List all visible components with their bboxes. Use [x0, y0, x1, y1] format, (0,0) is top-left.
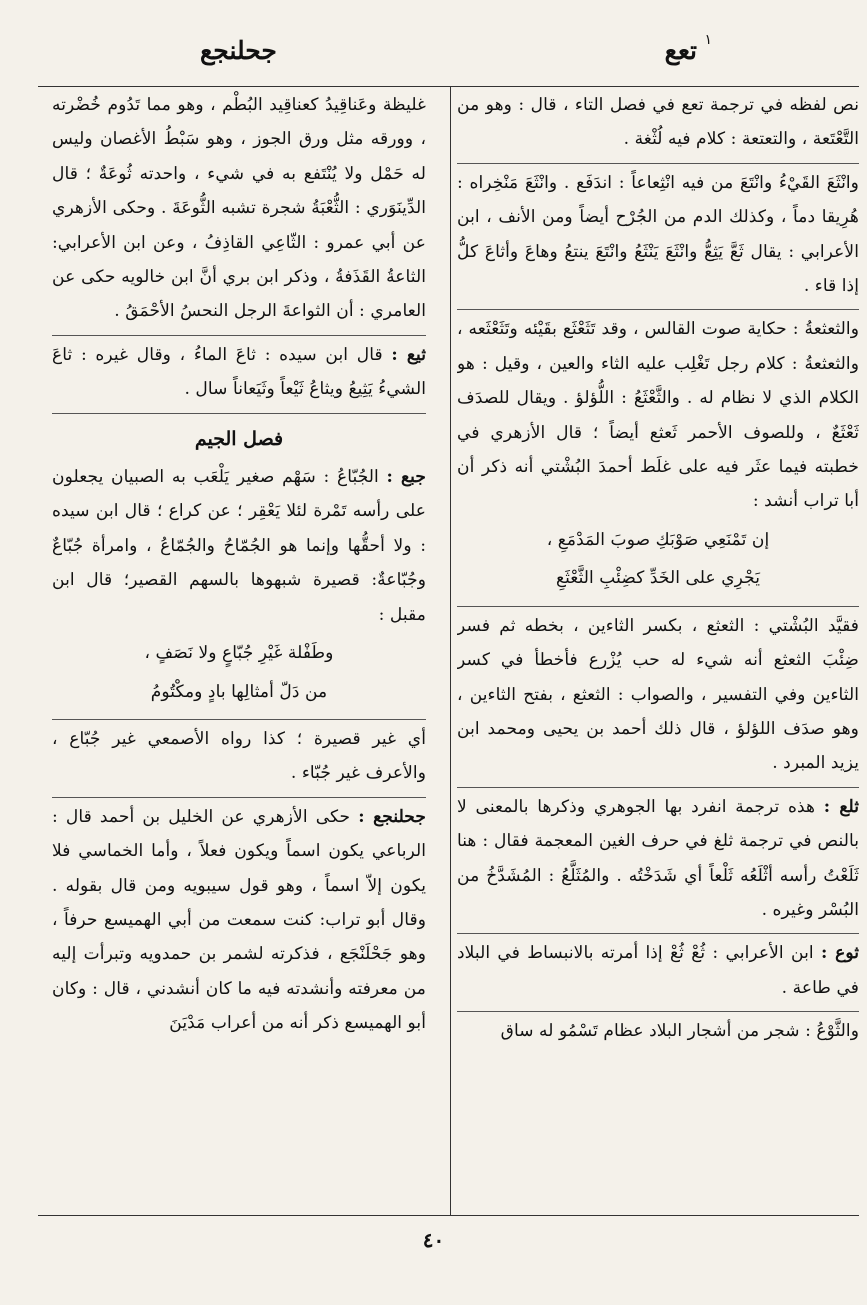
dictionary-entry	[457, 936, 859, 1012]
section-title: فصل الجيم	[194, 427, 284, 450]
dictionary-entry	[457, 312, 859, 606]
entry-text: وانْثَعَ القَيْءُ وانْتَعَ من فيه انْثِعاعاً : اندَفَع . وانْثَعَ مَنْخِراه : هُرِيقا دماً ، وكذلك الدم من الجُرْح أيضاً ومن الأنف ، ابن الأعرابي : يقال ثَعَّ يَثِعُّ وانْثَعَ يَنْثَعُ وانْتَعَ ينتعُ وهاعَ وأثاعَ كلُّ إذا قاء .	[457, 172, 859, 297]
entry-text: والثَّوْعُ : شجر من أشجار البلاد عظام تَسْمُو له ساق	[500, 1021, 859, 1042]
entry-paragraph	[52, 460, 426, 632]
header-mark: ١	[704, 32, 712, 48]
dictionary-entry	[457, 790, 859, 935]
header-right-word: تعع	[664, 36, 697, 65]
verse-line: إن تَمْنَعِي صَوْبَكِ صوبَ المَدْمَعِ ،	[546, 529, 770, 550]
entry-paragraph	[52, 800, 426, 1041]
dictionary-entry	[457, 166, 859, 311]
dictionary-entry	[52, 722, 426, 798]
entry-text: فقيَّد البُشْتي : الثعثع ، بكسر الثاءين ، بخطه ثم فسر ضِئْبَ الثعثع أنه شيء له حب يُزْرع فأخطأ في كسر الثاءين وفي التفسير ، والصواب : الثعثع ، بفتح الثاءين ، وهو صدَف اللؤلؤ ، قال ذلك أحمد بن يحيى ومحمد ابن يزيد المبرد .	[457, 615, 859, 774]
entry-paragraph	[457, 312, 859, 518]
verse-line: من دَلّ أمثالِها بادٍ ومكْتُومُ	[150, 681, 328, 702]
entry-text: نص لفظه في ترجمة تعع في فصل التاء ، قال : وهو من التَّعْتَعة ، والتعتعة : كلام فيه لُثْغة .	[457, 95, 859, 150]
dictionary-entry	[52, 460, 426, 720]
entry-paragraph	[457, 1014, 859, 1048]
entry-text: قال ابن سيده : ثاعَ الماءُ ، وقال غيره : ثاعَ الشيءُ يَثِيعُ ويثاعُ ثَيْعاً وثَيَعاناً سال .	[52, 344, 426, 400]
left-column	[52, 86, 426, 1211]
dictionary-entry	[457, 609, 859, 788]
footer-rule	[38, 1215, 859, 1216]
dictionary-entry	[52, 88, 426, 336]
entry-text: الجُبّاعُ : سَهْم صغير يَلْعَب به الصبيان يجعلون على رأسه تَمْرة لئلا يَعْقِر ؛ عن كراع ؛ قال ابن سيده : ولا أحقُّها وإنما هو الجُمّاحُ والجُمّاعُ ، وامرأة جُبّاعٌ وجُبّاعةٌ: قصيرة شبهوها بالسهم القصير؛ قال ابن مقبل :	[52, 467, 426, 625]
entry-headword: جحلنجع :	[358, 806, 426, 827]
entry-paragraph	[52, 338, 426, 407]
entry-headword: ثيع :	[391, 344, 426, 365]
entry-text: أي غير قصيرة ؛ كذا رواه الأصمعي غير جُبّاع ، والأعرف غير جُبّاء .	[52, 728, 426, 784]
entry-paragraph	[52, 722, 426, 791]
column-divider	[450, 86, 451, 1215]
entry-text: حكى الأزهري عن الخليل بن أحمد قال : الرباعي يكون اسماً ويكون فعلاً ، وأما الخماسي فلا يكون إلاّ اسماً ، وهو قول سيبويه ومن قال بقوله . وقال أبو تراب: كنت سمعت من أبي الهميسع حرفاً ، وهو جَحْلَنْجَع ، فذكرته لشمر بن حمدويه وتبرأت إليه من معرفته وأنشدته فيه ما كان أنشدني ، قال : وكان أبو الهميسع ذكر أنه من أعراب مَدْيَنَ	[52, 806, 426, 1034]
entry-paragraph	[457, 88, 859, 157]
entry-paragraph	[457, 166, 859, 304]
entry-paragraph	[52, 88, 426, 329]
entry-text: ابن الأعرابي : ثُعْ ثُعْ إذا أمرته بالانبساط في البلاد في طاعة .	[457, 943, 859, 998]
dictionary-entry	[52, 800, 426, 1047]
dictionary-entry	[457, 88, 859, 164]
verse-line: وطَفْلة غَيْرِ جُبّاعٍ ولا نَصَفٍ ،	[144, 643, 334, 664]
page-number: ٤٠	[422, 1228, 445, 1252]
entry-paragraph	[457, 609, 859, 781]
verse-line: يَجْرِي على الخَدِّ كضِئْبِ الثَّعْثَعِ	[555, 568, 761, 589]
entry-headword: جبع :	[386, 467, 426, 488]
entry-paragraph	[457, 936, 859, 1005]
dictionary-entry	[52, 338, 426, 414]
page-header	[0, 32, 867, 86]
header-left-word: جحلنجع	[200, 36, 277, 65]
dictionary-entry	[457, 1014, 859, 1054]
entry-text: هذه ترجمة انفرد بها الجوهري وذكرها بالمعنى لا بالنص في ترجمة ثلغ في حرف الغين المعجمة فقال : هنا ثَلَعْتُ رأسه أثْلَعُه ثَلْعاً أي شَدَخْتُه . والمُثَلَّعُ : المُشَدَّخُ من البُسْر وغيره .	[457, 796, 859, 920]
entry-text: غليظة وعَناقِيدُ كعناقِيد البُطْم ، وهو مما تَدُوم خُضْرته ، وورقه مثل ورق الجوز ، وهو سَبْطُ الأغصان وليس له حَمْل ولا يُنْتَفع به في شيء ، واحدته ثُوعَةٌ ؛ قال الدِّينَوَري : الثُّعْبَةُ شجرة تشبه الثُّوعَةَ . وحكى الأزهري عن أبي عمرو : الثّاعِي القاذِفُ ، وعن ابن الأعرابي: الثاعةُ القَذَفةُ ، وذكر ابن بري أنَّ ابن خالويه حكى عن العامري : أن الثواعةَ الرجل النحسُ الأحْمَقُ .	[52, 95, 426, 322]
entry-headword: ثوع :	[820, 943, 859, 964]
entry-headword: ثلع :	[823, 796, 859, 817]
right-column	[457, 86, 859, 1211]
entry-paragraph	[457, 790, 859, 928]
entry-text: والثعثعةُ : حكاية صوت القالس ، وقد تَثَعْثَع بقَيْئه وتَثَعْثَعه ، والثعثعةُ : كلام رجل تَغْلِب عليه الثاء والعين ، وقيل : هو الكلام الذي لا نظام له . والثَّعْثَعُ : اللُّؤلؤ . ويقال للصدَف ثَعْثَعٌ ، وللصوف الأحمر ثَعثع أيضاً ؛ قال الأزهري في خطبته فيما عثَر فيه على غلَط أحمدَ البُشْتي أنه ذكر أن أبا تراب أنشد :	[457, 319, 859, 512]
